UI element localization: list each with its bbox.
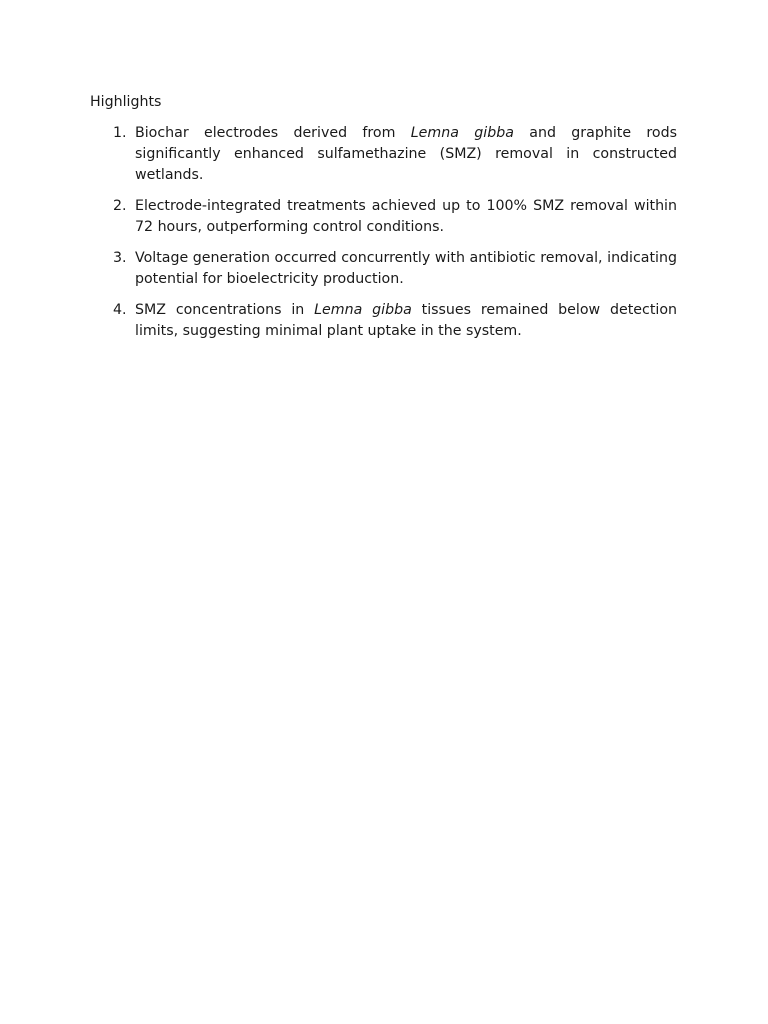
list-item bbox=[90, 196, 677, 238]
item-text-before: Voltage generation occurred concurrently with antibiotic removal, indicating potential for bioelectricity production. bbox=[135, 250, 677, 287]
item-text-after: tissues remained below detection limits, suggesting minimal plant uptake in the system. bbox=[135, 302, 677, 339]
item-number: 4. bbox=[113, 302, 127, 318]
list-item bbox=[90, 300, 677, 342]
item-text-before: SMZ concentrations in bbox=[135, 302, 315, 318]
list-item bbox=[90, 123, 677, 186]
item-text-before: Electrode-integrated treatments achieved up to 100% SMZ removal within 72 hours, outperforming control conditions. bbox=[135, 198, 677, 235]
document-page bbox=[90, 92, 677, 352]
item-number: 3. bbox=[113, 250, 127, 266]
list-item bbox=[90, 248, 677, 290]
item-text-italic: Lemna gibba bbox=[314, 302, 412, 318]
item-text-italic: Lemna gibba bbox=[410, 125, 514, 141]
item-text-after: and graphite rods significantly enhanced sulfamethazine (SMZ) removal in constructed wetlands. bbox=[135, 125, 677, 183]
highlights-heading: Highlights bbox=[90, 94, 162, 110]
item-number: 1. bbox=[113, 125, 127, 141]
item-number: 2. bbox=[113, 198, 127, 214]
highlights-list bbox=[90, 123, 677, 342]
item-text-before: Biochar electrodes derived from bbox=[135, 125, 411, 141]
